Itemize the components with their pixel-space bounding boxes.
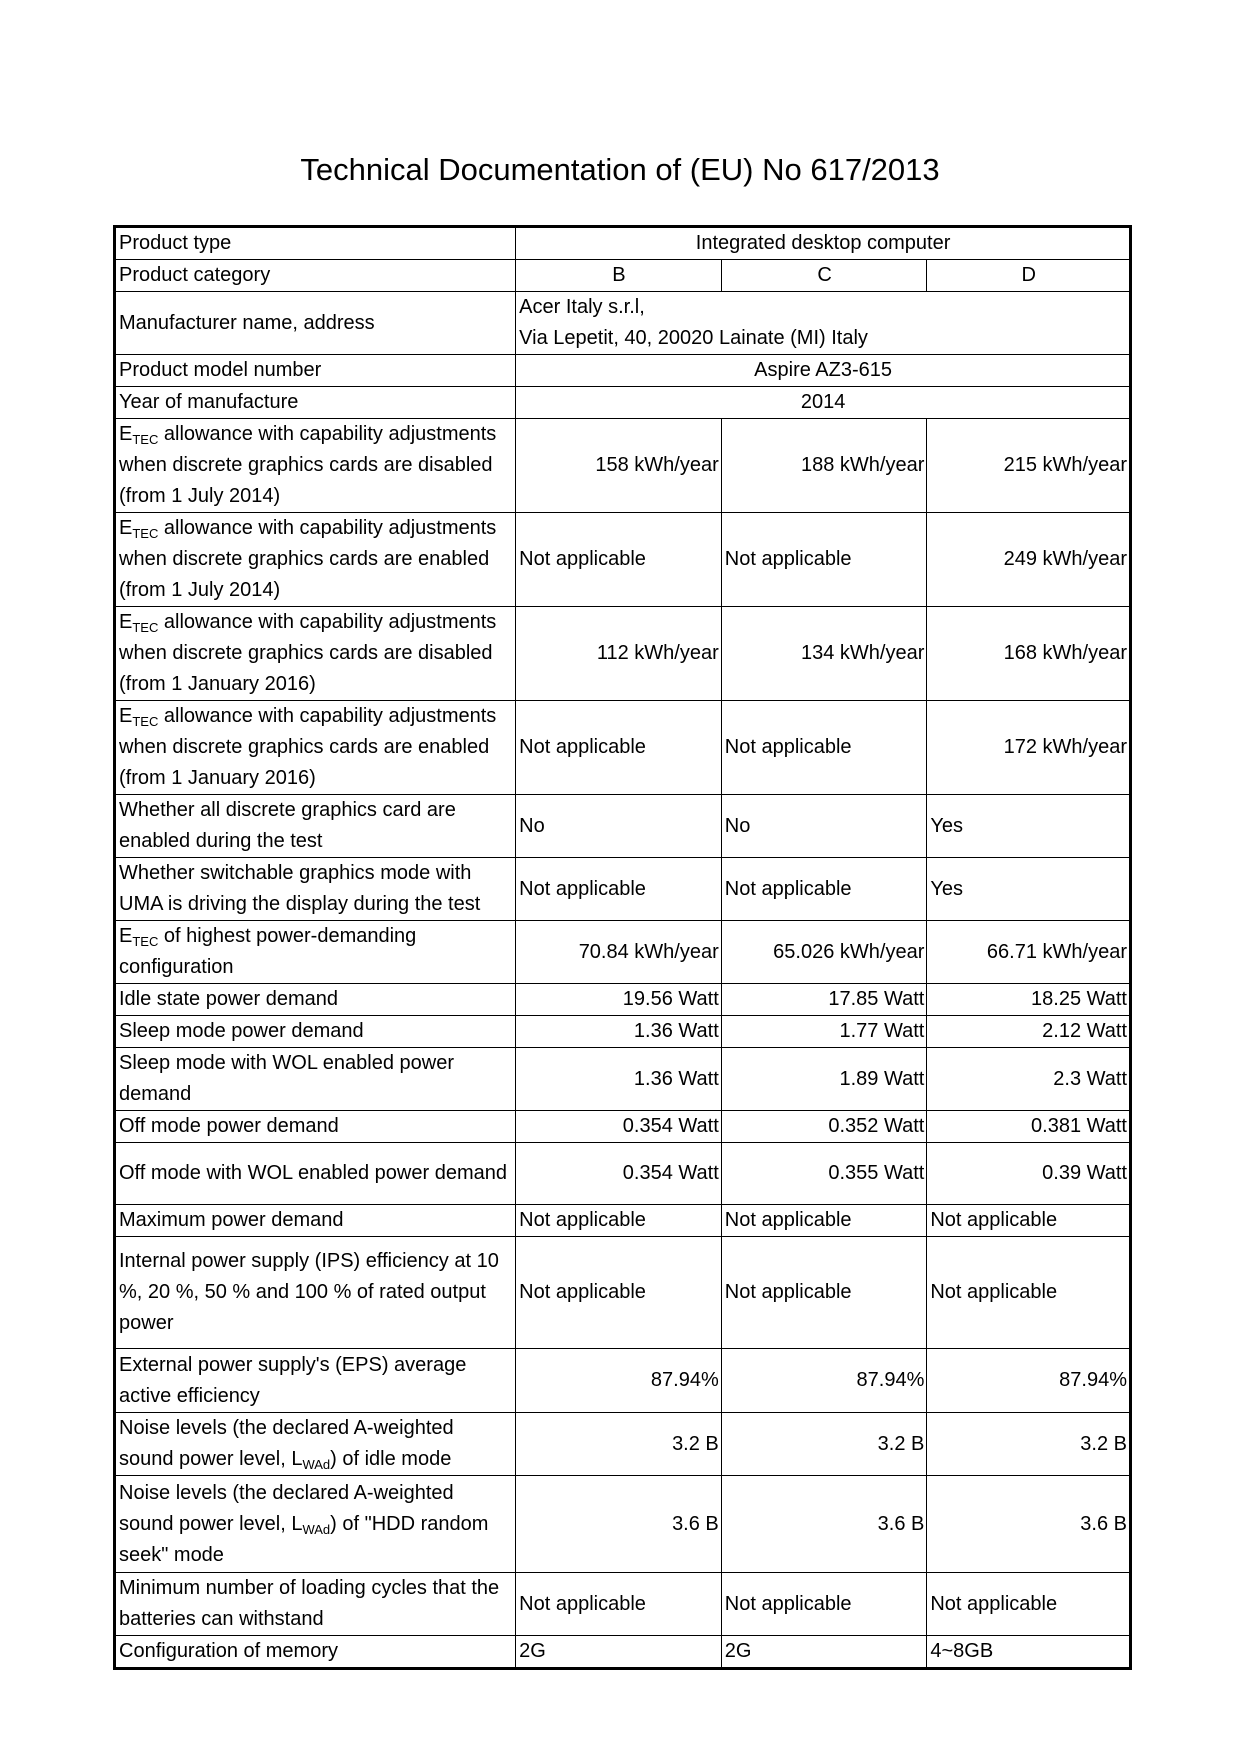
- cell-c: 188 kWh/year: [721, 419, 927, 513]
- cell-d: 2.12 Watt: [927, 1016, 1131, 1048]
- cell-c: 2G: [721, 1636, 927, 1669]
- table-row: [115, 1349, 1131, 1413]
- manufacturer-address: [516, 292, 1131, 355]
- row-label-text: ) of "HDD random seek" mode: [119, 1512, 489, 1566]
- row-label: Off mode with WOL enabled power demand: [115, 1143, 516, 1205]
- table-row: [115, 984, 1131, 1016]
- cell-d: 172 kWh/year: [927, 701, 1131, 795]
- cell-b: 70.84 kWh/year: [516, 921, 722, 984]
- table-row: [115, 513, 1131, 607]
- address-line-2: Via Lepetit, 40, 20020 Lainate (MI) Italy: [519, 327, 868, 349]
- row-label: [115, 607, 516, 701]
- cell-d: 18.25 Watt: [927, 984, 1131, 1016]
- cell-c: 17.85 Watt: [721, 984, 927, 1016]
- cell-b: Not applicable: [516, 858, 722, 921]
- row-label: Whether all discrete graphics card are enabled during the test: [115, 795, 516, 858]
- cell-d: 3.2 B: [927, 1413, 1131, 1476]
- table-row: [115, 701, 1131, 795]
- cell-b: 112 kWh/year: [516, 607, 722, 701]
- cell-d: 0.39 Watt: [927, 1143, 1131, 1205]
- row-label: [115, 701, 516, 795]
- row-label: Maximum power demand: [115, 1205, 516, 1237]
- table-row: [115, 292, 1131, 355]
- cell-d: Yes: [927, 795, 1131, 858]
- cell-d: 0.381 Watt: [927, 1111, 1131, 1143]
- row-label: [115, 921, 516, 984]
- cell-b: 87.94%: [516, 1349, 722, 1413]
- cell-b: Not applicable: [516, 1205, 722, 1237]
- table-row: [115, 355, 1131, 387]
- cell-d: 2.3 Watt: [927, 1048, 1131, 1111]
- cell-d: Not applicable: [927, 1205, 1131, 1237]
- spec-table: [113, 225, 1132, 1670]
- cell-d: 3.6 B: [927, 1476, 1131, 1573]
- etec-subscript: TEC: [132, 432, 159, 447]
- row-label: Sleep mode with WOL enabled power demand: [115, 1048, 516, 1111]
- table-row: [115, 1205, 1131, 1237]
- cell-b: 2G: [516, 1636, 722, 1669]
- cell-b: Not applicable: [516, 1573, 722, 1636]
- cell-b: 0.354 Watt: [516, 1143, 722, 1205]
- cell-c: Not applicable: [721, 858, 927, 921]
- row-label: [115, 419, 516, 513]
- cell-b: 158 kWh/year: [516, 419, 722, 513]
- cell-b: 3.6 B: [516, 1476, 722, 1573]
- cell-b: No: [516, 795, 722, 858]
- cell-c: 1.89 Watt: [721, 1048, 927, 1111]
- category-b: B: [516, 260, 722, 292]
- etec-subscript: TEC: [132, 934, 159, 949]
- cell-c: 3.6 B: [721, 1476, 927, 1573]
- cell-c: 87.94%: [721, 1349, 927, 1413]
- row-label: [115, 1476, 516, 1573]
- cell-d: 215 kWh/year: [927, 419, 1131, 513]
- etec-symbol: E: [119, 925, 133, 947]
- table-row: [115, 1636, 1131, 1669]
- cell-c: No: [721, 795, 927, 858]
- row-label: Minimum number of loading cycles that the batteries can withstand: [115, 1573, 516, 1636]
- cell-d: Yes: [927, 858, 1131, 921]
- table-row: [115, 1413, 1131, 1476]
- cell-d: 249 kWh/year: [927, 513, 1131, 607]
- cell-c: Not applicable: [721, 513, 927, 607]
- row-label: [115, 1413, 516, 1476]
- row-label: External power supply's (EPS) average active efficiency: [115, 1349, 516, 1413]
- table-row: [115, 227, 1131, 260]
- cell-c: 65.026 kWh/year: [721, 921, 927, 984]
- row-label-text: allowance with capability adjustments when discrete graphics cards are disabled (from 1 July 2014): [119, 423, 497, 507]
- cell-b: 1.36 Watt: [516, 1016, 722, 1048]
- row-label: Product type: [115, 227, 516, 260]
- row-label-text: of highest power-demanding configuration: [119, 925, 417, 978]
- row-label-text: allowance with capability adjustments when discrete graphics cards are enabled (from 1 July 2014): [119, 517, 497, 601]
- row-label-text: allowance with capability adjustments when discrete graphics cards are enabled (from 1 January 2016): [119, 705, 497, 789]
- cell-c: Not applicable: [721, 1237, 927, 1349]
- row-label: [115, 513, 516, 607]
- cell-b: Not applicable: [516, 513, 722, 607]
- cell-b: 0.354 Watt: [516, 1111, 722, 1143]
- cell-b: Not applicable: [516, 1237, 722, 1349]
- category-c: C: [721, 260, 927, 292]
- lwad-subscript: WAd: [302, 1521, 331, 1537]
- cell-c: 0.352 Watt: [721, 1111, 927, 1143]
- table-row: [115, 1573, 1131, 1636]
- cell-c: Not applicable: [721, 1573, 927, 1636]
- etec-symbol: E: [119, 611, 133, 633]
- cell-d: 4~8GB: [927, 1636, 1131, 1669]
- row-label: Configuration of memory: [115, 1636, 516, 1669]
- lwad-subscript: WAd: [302, 1457, 331, 1472]
- row-label-text: Noise levels (the declared A-weighted sound power level, L: [119, 1481, 454, 1535]
- cell-value: Integrated desktop computer: [516, 227, 1131, 260]
- table-row: [115, 1111, 1131, 1143]
- row-label: Off mode power demand: [115, 1111, 516, 1143]
- cell-d: Not applicable: [927, 1237, 1131, 1349]
- row-label: Whether switchable graphics mode with UMA is driving the display during the test: [115, 858, 516, 921]
- table-row: [115, 387, 1131, 419]
- row-label: Product model number: [115, 355, 516, 387]
- cell-d: 66.71 kWh/year: [927, 921, 1131, 984]
- cell-d: 168 kWh/year: [927, 607, 1131, 701]
- row-label: Product category: [115, 260, 516, 292]
- cell-value: 2014: [516, 387, 1131, 419]
- address-line-1: Acer Italy s.r.l,: [519, 296, 645, 318]
- cell-c: 134 kWh/year: [721, 607, 927, 701]
- table-row: [115, 858, 1131, 921]
- cell-d: Not applicable: [927, 1573, 1131, 1636]
- cell-d: 87.94%: [927, 1349, 1131, 1413]
- table-row: [115, 1016, 1131, 1048]
- etec-symbol: E: [119, 423, 133, 445]
- etec-subscript: TEC: [132, 714, 159, 729]
- row-label: Sleep mode power demand: [115, 1016, 516, 1048]
- row-label-text: ) of idle mode: [330, 1448, 452, 1470]
- etec-symbol: E: [119, 517, 133, 539]
- row-label: Internal power supply (IPS) efficiency at 10 %, 20 %, 50 % and 100 % of rated output power: [115, 1237, 516, 1349]
- cell-b: 19.56 Watt: [516, 984, 722, 1016]
- cell-c: 0.355 Watt: [721, 1143, 927, 1205]
- table-row: [115, 921, 1131, 984]
- table-row: [115, 1048, 1131, 1111]
- table-row: [115, 419, 1131, 513]
- row-label: Year of manufacture: [115, 387, 516, 419]
- cell-b: 3.2 B: [516, 1413, 722, 1476]
- row-label: Manufacturer name, address: [115, 292, 516, 355]
- row-label: Idle state power demand: [115, 984, 516, 1016]
- table-row: [115, 1237, 1131, 1349]
- table-row: [115, 795, 1131, 858]
- cell-b: 1.36 Watt: [516, 1048, 722, 1111]
- etec-symbol: E: [119, 705, 133, 727]
- cell-b: Not applicable: [516, 701, 722, 795]
- row-label-text: Noise levels (the declared A-weighted sound power level, L: [119, 1417, 454, 1470]
- row-label-text: allowance with capability adjustments when discrete graphics cards are disabled (from 1 January 2016): [119, 611, 497, 695]
- cell-value: Aspire AZ3-615: [516, 355, 1131, 387]
- cell-c: Not applicable: [721, 701, 927, 795]
- table-row: [115, 1476, 1131, 1573]
- table-row: [115, 260, 1131, 292]
- cell-c: 1.77 Watt: [721, 1016, 927, 1048]
- page-title: Technical Documentation of (EU) No 617/2013: [300, 152, 940, 187]
- table-row: [115, 607, 1131, 701]
- etec-subscript: TEC: [132, 526, 159, 541]
- cell-c: 3.2 B: [721, 1413, 927, 1476]
- category-d: D: [927, 260, 1131, 292]
- cell-c: Not applicable: [721, 1205, 927, 1237]
- table-row: [115, 1143, 1131, 1205]
- etec-subscript: TEC: [132, 620, 159, 635]
